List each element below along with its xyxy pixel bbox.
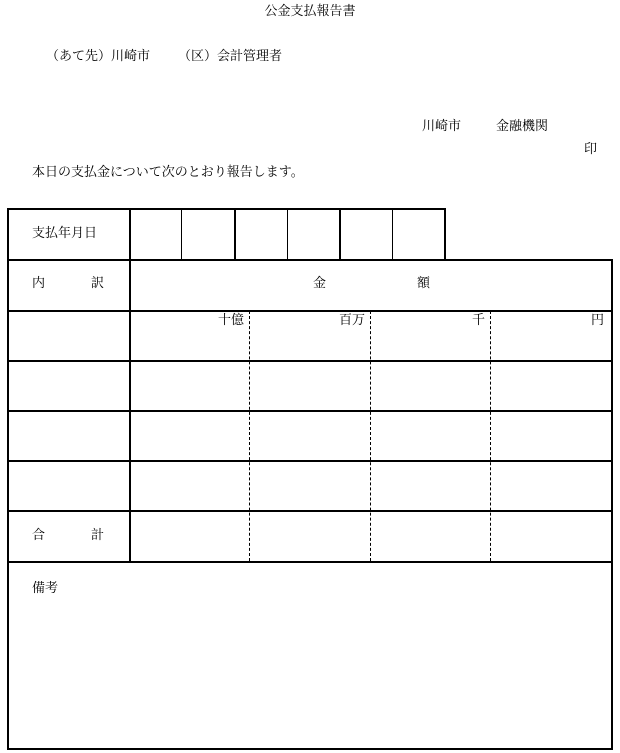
breakdown-label-2: 訳 (91, 276, 105, 291)
unit-thousand: 千 (471, 313, 485, 328)
department: （区）会計管理者 (178, 49, 283, 64)
seal-mark: 印 (584, 142, 598, 157)
rule (370, 311, 371, 561)
document-title: 公金支払報告書 (264, 4, 356, 19)
reporter-city: 川崎市 (422, 119, 462, 134)
addressee: （あて先）川崎市 (46, 49, 151, 64)
remarks-label: 備考 (32, 581, 59, 596)
rule (7, 748, 613, 750)
total-label-1: 合 (32, 528, 46, 543)
unit-million: 百万 (338, 313, 365, 328)
amount-label-1: 金 (313, 276, 327, 291)
rule (490, 311, 491, 561)
rule (181, 208, 182, 260)
rule (7, 310, 613, 312)
amount-label-2: 額 (417, 276, 431, 291)
rule (7, 561, 613, 563)
breakdown-label-1: 内 (32, 276, 46, 291)
intro-text: 本日の支払金について次のとおり報告します。 (32, 165, 304, 180)
unit-yen: 円 (590, 313, 604, 328)
rule (7, 259, 613, 261)
rule (7, 208, 446, 210)
rule (129, 208, 131, 563)
reporter-institution: 金融機関 (496, 119, 549, 134)
rule (7, 208, 9, 750)
rule (7, 410, 613, 412)
unit-billion: 十億 (217, 313, 244, 328)
rule (392, 208, 393, 260)
rule (339, 208, 341, 260)
rule (287, 208, 288, 260)
rule (444, 208, 446, 260)
rule (611, 259, 613, 750)
total-label-2: 計 (91, 528, 105, 543)
rule (7, 460, 613, 462)
payment-date-label: 支払年月日 (32, 226, 98, 241)
rule (249, 311, 250, 561)
rule (7, 360, 613, 362)
rule (234, 208, 236, 260)
rule (7, 510, 613, 512)
